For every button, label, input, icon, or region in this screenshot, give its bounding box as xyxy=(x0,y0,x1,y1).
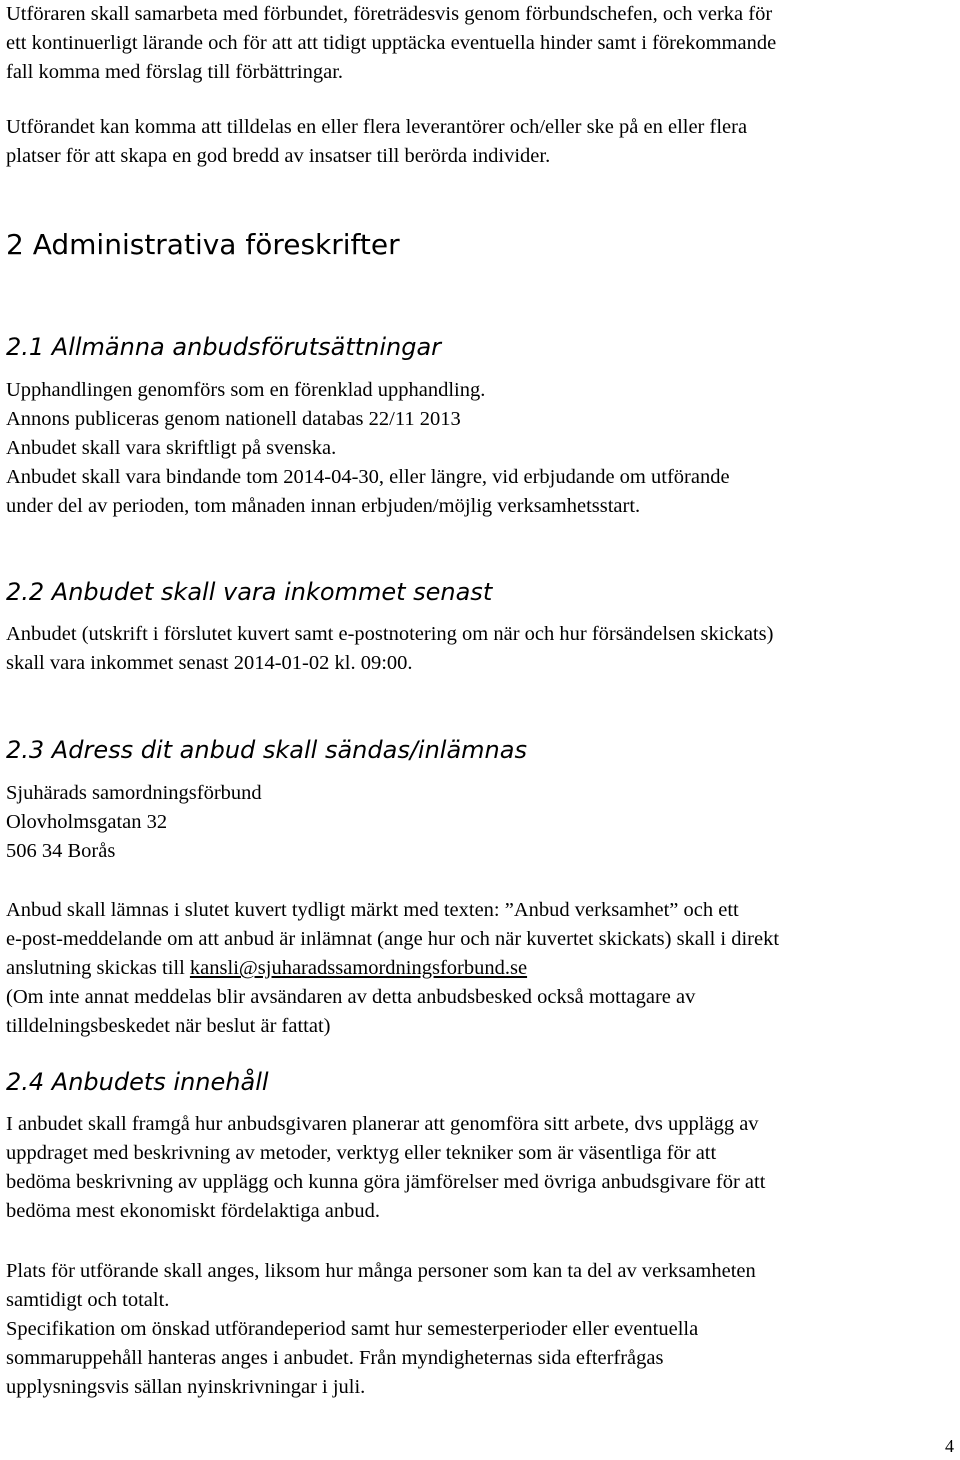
text-line: Anbudet skall vara skriftligt på svenska. xyxy=(6,437,337,459)
text-line xyxy=(6,954,956,983)
subsection-heading-2-3: 2.3 Adress dit anbud skall sändas/inlämnas xyxy=(6,736,527,764)
text-line: Upphandlingen genomförs som en förenklad upphandling. xyxy=(6,379,486,401)
text-line: Anbudet (utskrift i förslutet kuvert samt e-postnotering om när och hur försändelsen skickats) xyxy=(6,623,774,645)
subsection-2-4-paragraph-2 xyxy=(6,1257,956,1402)
intro-paragraph-1 xyxy=(6,0,956,87)
text-line: sommaruppehåll hanteras anges i anbudet. Från myndigheternas sida efterfrågas xyxy=(6,1347,664,1369)
subsection-2-2-body xyxy=(6,620,956,678)
text-line: Anbudet skall vara bindande tom 2014-04-30, eller längre, vid erbjudande om utförande xyxy=(6,466,730,488)
text-line: under del av perioden, tom månaden innan erbjuden/möjlig verksamhetsstart. xyxy=(6,495,641,517)
text-line: Utföraren skall samarbeta med förbundet, företrädesvis genom förbundschefen, och verka för xyxy=(6,3,773,25)
subsection-heading-2-1: 2.1 Allmänna anbudsförutsättningar xyxy=(6,333,442,361)
text-line: platser för att skapa en god bredd av insatser till berörda individer. xyxy=(6,145,551,167)
text-line: upplysningsvis sällan nyinskrivningar i juli. xyxy=(6,1376,366,1398)
text-line: Plats för utförande skall anges, liksom hur många personer som kan ta del av verksamheten xyxy=(6,1260,756,1282)
section-heading-2: 2 Administrativa föreskrifter xyxy=(6,228,400,261)
text-line: samtidigt och totalt. xyxy=(6,1289,170,1311)
text-line: ett kontinuerligt lärande och för att att tidigt upptäcka eventuella hinder samt i förekommande xyxy=(6,32,777,54)
subsection-heading-2-2: 2.2 Anbudet skall vara inkommet senast xyxy=(6,578,493,606)
text-line: I anbudet skall framgå hur anbudsgivaren planerar att genomföra sitt arbete, dvs upplägg av xyxy=(6,1113,759,1135)
address-line: 506 34 Borås xyxy=(6,840,116,862)
text-line: tilldelningsbeskedet när beslut är fattat) xyxy=(6,1015,331,1037)
text-line: fall komma med förslag till förbättringar. xyxy=(6,61,344,83)
address-line: Sjuhärads samordningsförbund xyxy=(6,782,262,804)
text-line: Annons publiceras genom nationell databas 22/11 2013 xyxy=(6,408,461,430)
email-link[interactable]: kansli@sjuharadssamordningsforbund.se xyxy=(189,957,528,979)
subsection-2-4-paragraph-1 xyxy=(6,1110,956,1226)
text-line: Specifikation om önskad utförandeperiod samt hur semesterperioder eller eventuella xyxy=(6,1318,699,1340)
page-number: 4 xyxy=(945,1436,954,1456)
address-block xyxy=(6,779,956,866)
submission-instructions xyxy=(6,896,956,1041)
text-line: (Om inte annat meddelas blir avsändaren av detta anbudsbesked också mottagare av xyxy=(6,986,696,1008)
address-line: Olovholmsgatan 32 xyxy=(6,811,168,833)
subsection-heading-2-4: 2.4 Anbudets innehåll xyxy=(6,1068,269,1096)
subsection-2-1-body xyxy=(6,376,956,521)
text-line: bedöma mest ekonomiskt fördelaktiga anbud. xyxy=(6,1200,381,1222)
text-line: bedöma beskrivning av upplägg och kunna göra jämförelser med övriga anbudsgivare för att xyxy=(6,1171,766,1193)
intro-paragraph-2 xyxy=(6,113,956,171)
text-fragment: anslutning skickas till xyxy=(6,957,190,979)
text-line: Utförandet kan komma att tilldelas en eller flera leverantörer och/eller ske på en eller flera xyxy=(6,116,748,138)
text-line: e-post-meddelande om att anbud är inlämnat (ange hur och när kuvertet skickats) skall i direkt xyxy=(6,928,780,950)
text-line: skall vara inkommet senast 2014-01-02 kl. 09:00. xyxy=(6,652,413,674)
text-line: uppdraget med beskrivning av metoder, verktyg eller tekniker som är väsentliga för att xyxy=(6,1142,717,1164)
text-line: Anbud skall lämnas i slutet kuvert tydligt märkt med texten: ”Anbud verksamhet” och ett xyxy=(6,899,739,921)
